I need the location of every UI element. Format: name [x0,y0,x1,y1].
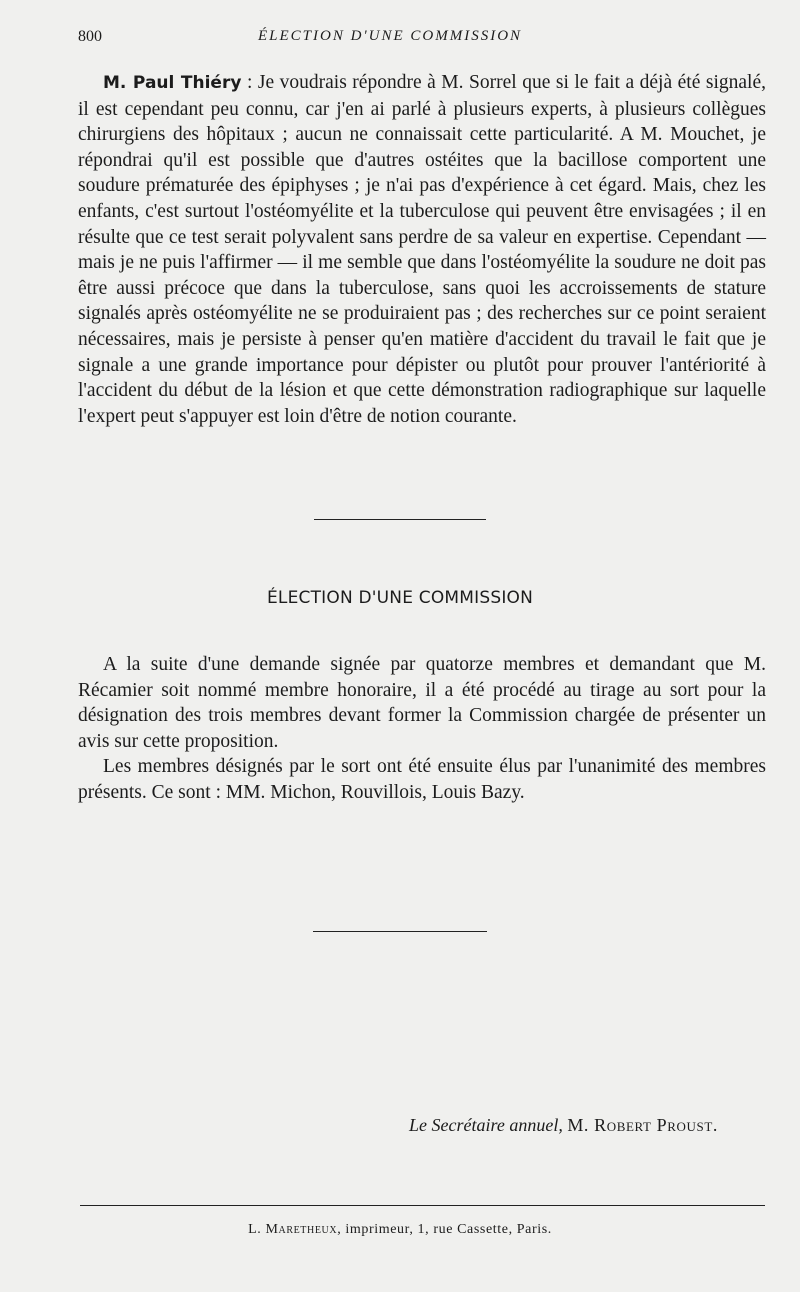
signature-role: Le Secrétaire annuel, [409,1115,563,1135]
footer-rule [80,1205,765,1206]
printer-address: , imprimeur, 1, rue Cassette, Paris. [337,1222,552,1237]
discussion-block [78,70,766,429]
printer-name: L. Maretheux [248,1222,338,1237]
page-header [78,28,722,52]
separator-rule [313,931,487,932]
page-number: 800 [78,28,102,45]
separator-rule [314,519,486,520]
running-head: ÉLECTION D'UNE COMMISSION [258,28,523,44]
section-body [78,652,766,806]
discussion-text: : Je voudrais répondre à M. Sorrel que si le fait a déjà été signalé, il est cependant peu connu, car j'en ai parlé à plusieurs experts, à plusieurs collègues chirurgiens des hôpitaux ; aucun ne connaissait cette particularité. A M. Mouchet, je répondrai qu'il est possible que d'autres ostéites que la bacillose comportent une soudure prématurée des épiphyses ; je n'ai pas d'expérience à cet égard. Mais, chez les enfants, c'est surtout l'ostéomyélite et la tuberculose qui peuvent être envisagées ; il en résulte que ce test serait polyvalent sans perdre de sa valeur en expertise. Cependant — mais je ne puis l'affirmer — il me semble que dans l'ostéomyélite la soudure ne doit pas être aussi précoce que dans la tuberculose, sans quoi les accroissements de stature signalés après ostéomyélite ne se produiraient pas ; des recherches sur ce point seraient nécessaires, mais je persiste à penser qu'en matière d'accident du travail le fait que je signale a une grande importance pour dépister ou plutôt pour prouver l'antériorité à l'accident du début de la lésion et que cette démonstration radiographique sur laquelle l'expert peut s'appuyer est loin d'être de notion courante. [78,72,766,427]
speaker-name: M. Paul Thiéry [103,73,242,93]
printer-footer [0,1222,800,1238]
section-title: ÉLECTION D'UNE COMMISSION [266,588,534,608]
signature-name: M. Robert Proust. [567,1115,718,1135]
section-paragraph: Les membres désignés par le sort ont été ensuite élus par l'unanimité des membres présents. Ce sont : MM. Michon, Rouvillois, Louis Bazy. [78,756,766,803]
section-paragraph: A la suite d'une demande signée par quatorze membres et demandant que M. Récamier soit nommé membre honoraire, il a été procédé au tirage au sort pour la désignation des trois membres devant former la Commission chargée de présenter un avis sur cette proposition. [78,654,766,752]
signature [409,1115,718,1136]
discussion-paragraph [78,70,766,429]
